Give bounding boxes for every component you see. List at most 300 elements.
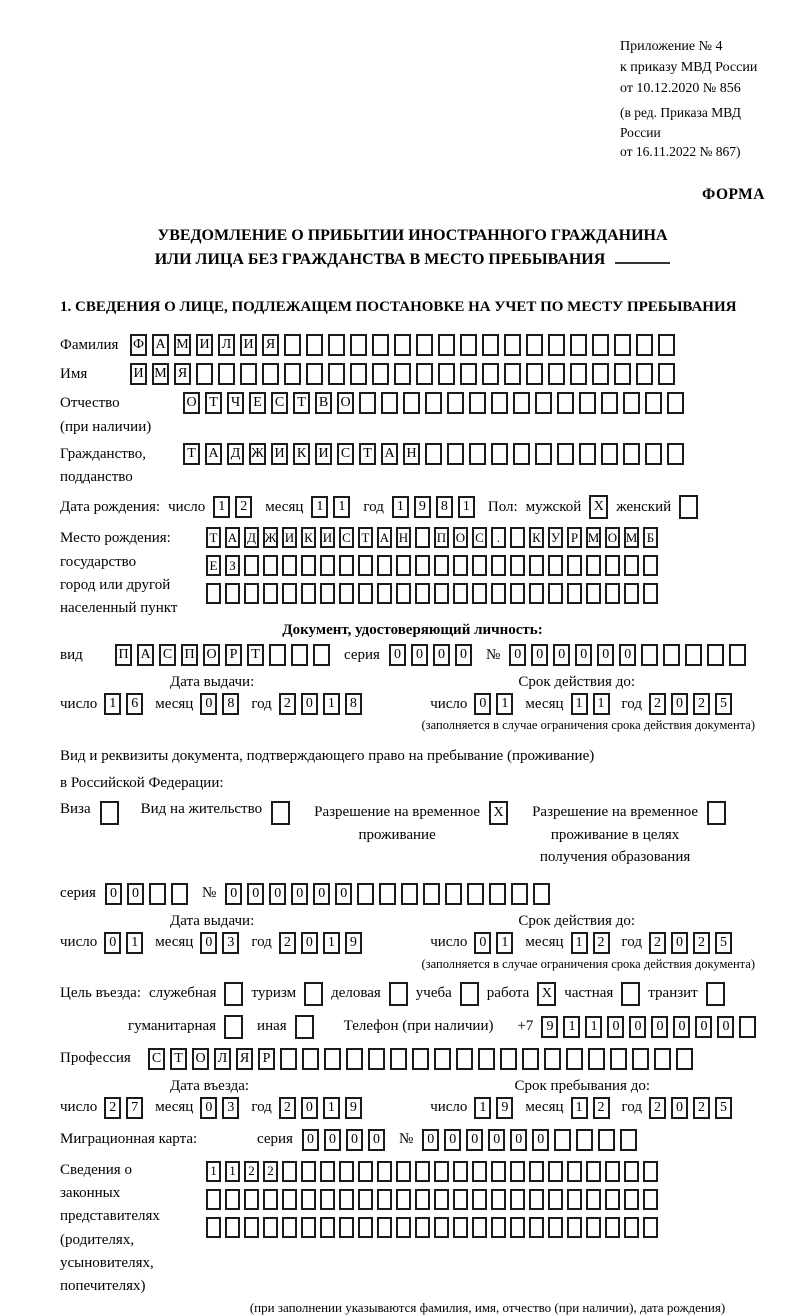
form-cell[interactable]: [396, 583, 411, 604]
form-cell[interactable]: 0: [673, 1016, 690, 1038]
form-cell[interactable]: [472, 555, 487, 576]
form-cell[interactable]: [467, 883, 484, 905]
form-cell[interactable]: [510, 1189, 525, 1210]
form-cell[interactable]: [489, 883, 506, 905]
form-cell[interactable]: [526, 334, 543, 356]
form-cell[interactable]: [636, 363, 653, 385]
form-cell[interactable]: 0: [444, 1129, 461, 1151]
form-cell[interactable]: [510, 1161, 525, 1182]
form-cell[interactable]: [510, 527, 525, 548]
form-cell[interactable]: [269, 644, 286, 666]
form-cell[interactable]: 0: [200, 693, 217, 715]
form-cell[interactable]: Р: [225, 644, 242, 666]
form-cell[interactable]: [306, 334, 323, 356]
form-cell[interactable]: [557, 443, 574, 465]
form-cell[interactable]: [280, 1048, 297, 1070]
form-cell[interactable]: [658, 334, 675, 356]
form-cell[interactable]: [641, 644, 658, 666]
form-cell[interactable]: 0: [671, 693, 688, 715]
form-cell[interactable]: [295, 1015, 314, 1039]
form-cell[interactable]: [623, 392, 640, 414]
form-cell[interactable]: [206, 1189, 221, 1210]
form-cell[interactable]: [350, 334, 367, 356]
form-cell[interactable]: [707, 801, 726, 825]
form-cell[interactable]: 0: [389, 644, 406, 666]
form-cell[interactable]: [586, 555, 601, 576]
form-cell[interactable]: [350, 363, 367, 385]
form-cell[interactable]: [284, 334, 301, 356]
form-cell[interactable]: 0: [335, 883, 352, 905]
form-cell[interactable]: [548, 1189, 563, 1210]
form-cell[interactable]: [412, 1048, 429, 1070]
form-cell[interactable]: [654, 1048, 671, 1070]
form-cell[interactable]: [513, 443, 530, 465]
form-cell[interactable]: С: [271, 392, 288, 414]
form-cell[interactable]: К: [529, 527, 544, 548]
form-cell[interactable]: Т: [170, 1048, 187, 1070]
form-cell[interactable]: [645, 392, 662, 414]
form-cell[interactable]: [576, 1129, 593, 1151]
form-cell[interactable]: [548, 363, 565, 385]
form-cell[interactable]: [491, 1217, 506, 1238]
form-cell[interactable]: [601, 392, 618, 414]
form-cell[interactable]: О: [453, 527, 468, 548]
form-cell[interactable]: [434, 1189, 449, 1210]
form-cell[interactable]: [396, 1161, 411, 1182]
form-cell[interactable]: 2: [649, 932, 666, 954]
form-cell[interactable]: 5: [715, 932, 732, 954]
form-cell[interactable]: 2: [593, 932, 610, 954]
form-cell[interactable]: [301, 1189, 316, 1210]
form-cell[interactable]: [244, 1217, 259, 1238]
form-cell[interactable]: [548, 583, 563, 604]
form-cell[interactable]: [301, 583, 316, 604]
form-cell[interactable]: Ч: [227, 392, 244, 414]
form-cell[interactable]: [567, 1189, 582, 1210]
form-cell[interactable]: [282, 555, 297, 576]
form-cell[interactable]: 5: [715, 693, 732, 715]
form-cell[interactable]: [206, 583, 221, 604]
form-cell[interactable]: 1: [323, 693, 340, 715]
form-cell[interactable]: [357, 883, 374, 905]
form-cell[interactable]: [586, 1217, 601, 1238]
form-cell[interactable]: [453, 1217, 468, 1238]
form-cell[interactable]: [605, 583, 620, 604]
form-cell[interactable]: 0: [474, 932, 491, 954]
form-cell[interactable]: [544, 1048, 561, 1070]
form-cell[interactable]: [302, 1048, 319, 1070]
form-cell[interactable]: 8: [436, 496, 453, 518]
form-cell[interactable]: 2: [235, 496, 252, 518]
form-cell[interactable]: 2: [693, 693, 710, 715]
form-cell[interactable]: [663, 644, 680, 666]
form-cell[interactable]: [472, 1189, 487, 1210]
form-cell[interactable]: [533, 883, 550, 905]
form-cell[interactable]: О: [337, 392, 354, 414]
form-cell[interactable]: Л: [214, 1048, 231, 1070]
form-cell[interactable]: [377, 555, 392, 576]
form-cell[interactable]: 2: [279, 693, 296, 715]
form-cell[interactable]: О: [203, 644, 220, 666]
form-cell[interactable]: Т: [359, 443, 376, 465]
form-cell[interactable]: 0: [532, 1129, 549, 1151]
form-cell[interactable]: [588, 1048, 605, 1070]
form-cell[interactable]: [415, 527, 430, 548]
form-cell[interactable]: 0: [651, 1016, 668, 1038]
form-cell[interactable]: [453, 1189, 468, 1210]
form-cell[interactable]: [643, 1217, 658, 1238]
form-cell[interactable]: [586, 1189, 601, 1210]
form-cell[interactable]: [453, 1161, 468, 1182]
form-cell[interactable]: [529, 1161, 544, 1182]
form-cell[interactable]: [610, 1048, 627, 1070]
form-cell[interactable]: 1: [323, 932, 340, 954]
form-cell[interactable]: [379, 883, 396, 905]
form-cell[interactable]: [301, 555, 316, 576]
form-cell[interactable]: [598, 1129, 615, 1151]
form-cell[interactable]: 1: [104, 693, 121, 715]
form-cell[interactable]: [358, 1189, 373, 1210]
form-cell[interactable]: [339, 1161, 354, 1182]
form-cell[interactable]: [605, 1161, 620, 1182]
form-cell[interactable]: [224, 982, 243, 1006]
form-cell[interactable]: [313, 644, 330, 666]
form-cell[interactable]: 0: [302, 1129, 319, 1151]
form-cell[interactable]: [472, 1217, 487, 1238]
form-cell[interactable]: А: [225, 527, 240, 548]
form-cell[interactable]: [377, 1217, 392, 1238]
form-cell[interactable]: 2: [693, 1097, 710, 1119]
form-cell[interactable]: [171, 883, 188, 905]
form-cell[interactable]: 9: [414, 496, 431, 518]
form-cell[interactable]: У: [548, 527, 563, 548]
form-cell[interactable]: [453, 555, 468, 576]
form-cell[interactable]: К: [301, 527, 316, 548]
form-cell[interactable]: С: [159, 644, 176, 666]
form-cell[interactable]: С: [339, 527, 354, 548]
form-cell[interactable]: [645, 443, 662, 465]
form-cell[interactable]: Ж: [263, 527, 278, 548]
form-cell[interactable]: [567, 555, 582, 576]
form-cell[interactable]: [456, 1048, 473, 1070]
form-cell[interactable]: [624, 1161, 639, 1182]
form-cell[interactable]: Р: [258, 1048, 275, 1070]
form-cell[interactable]: [358, 1217, 373, 1238]
form-cell[interactable]: [434, 1048, 451, 1070]
form-cell[interactable]: [643, 583, 658, 604]
form-cell[interactable]: [614, 334, 631, 356]
form-cell[interactable]: [529, 583, 544, 604]
form-cell[interactable]: 2: [263, 1161, 278, 1182]
form-cell[interactable]: .: [491, 527, 506, 548]
form-cell[interactable]: И: [196, 334, 213, 356]
form-cell[interactable]: [320, 1217, 335, 1238]
form-cell[interactable]: Б: [643, 527, 658, 548]
form-cell[interactable]: 2: [244, 1161, 259, 1182]
form-cell[interactable]: 2: [649, 1097, 666, 1119]
form-cell[interactable]: [218, 363, 235, 385]
form-cell[interactable]: [224, 1015, 243, 1039]
form-cell[interactable]: О: [605, 527, 620, 548]
form-cell[interactable]: [526, 363, 543, 385]
form-cell[interactable]: [460, 363, 477, 385]
form-cell[interactable]: [244, 555, 259, 576]
form-cell[interactable]: [206, 1217, 221, 1238]
form-cell[interactable]: [244, 1189, 259, 1210]
form-cell[interactable]: [643, 1161, 658, 1182]
form-cell[interactable]: [381, 392, 398, 414]
form-cell[interactable]: К: [293, 443, 310, 465]
form-cell[interactable]: М: [152, 363, 169, 385]
form-cell[interactable]: И: [320, 527, 335, 548]
form-cell[interactable]: 1: [496, 693, 513, 715]
form-cell[interactable]: [328, 334, 345, 356]
form-cell[interactable]: [394, 334, 411, 356]
form-cell[interactable]: [586, 583, 601, 604]
form-cell[interactable]: 0: [291, 883, 308, 905]
form-cell[interactable]: 0: [104, 932, 121, 954]
form-cell[interactable]: 2: [593, 1097, 610, 1119]
form-cell[interactable]: З: [225, 555, 240, 576]
form-cell[interactable]: О: [183, 392, 200, 414]
form-cell[interactable]: [415, 1189, 430, 1210]
form-cell[interactable]: [510, 555, 525, 576]
form-cell[interactable]: [510, 583, 525, 604]
form-cell[interactable]: [301, 1217, 316, 1238]
form-cell[interactable]: М: [174, 334, 191, 356]
form-cell[interactable]: А: [137, 644, 154, 666]
form-cell[interactable]: [579, 392, 596, 414]
form-cell[interactable]: [284, 363, 301, 385]
form-cell[interactable]: И: [282, 527, 297, 548]
form-cell[interactable]: [567, 583, 582, 604]
form-cell[interactable]: [491, 583, 506, 604]
form-cell[interactable]: Я: [262, 334, 279, 356]
form-cell[interactable]: О: [192, 1048, 209, 1070]
form-cell[interactable]: 2: [693, 932, 710, 954]
form-cell[interactable]: [415, 583, 430, 604]
form-cell[interactable]: [707, 644, 724, 666]
form-cell[interactable]: [415, 1161, 430, 1182]
form-cell[interactable]: Н: [403, 443, 420, 465]
form-cell[interactable]: 1: [225, 1161, 240, 1182]
form-cell[interactable]: [482, 363, 499, 385]
form-cell[interactable]: 2: [279, 1097, 296, 1119]
form-cell[interactable]: [460, 334, 477, 356]
form-cell[interactable]: 0: [510, 1129, 527, 1151]
form-cell[interactable]: [282, 1217, 297, 1238]
form-cell[interactable]: [396, 1189, 411, 1210]
form-cell[interactable]: 6: [126, 693, 143, 715]
form-cell[interactable]: [434, 1161, 449, 1182]
form-cell[interactable]: [624, 555, 639, 576]
form-cell[interactable]: 1: [458, 496, 475, 518]
form-cell[interactable]: 0: [247, 883, 264, 905]
form-cell[interactable]: [529, 555, 544, 576]
form-cell[interactable]: [643, 1189, 658, 1210]
form-cell[interactable]: [320, 555, 335, 576]
form-cell[interactable]: [472, 583, 487, 604]
form-cell[interactable]: [149, 883, 166, 905]
form-cell[interactable]: [570, 334, 587, 356]
form-cell[interactable]: [100, 801, 119, 825]
form-cell[interactable]: 0: [422, 1129, 439, 1151]
form-cell[interactable]: 0: [225, 883, 242, 905]
form-cell[interactable]: [548, 1217, 563, 1238]
form-cell[interactable]: [358, 583, 373, 604]
form-cell[interactable]: 9: [541, 1016, 558, 1038]
form-cell[interactable]: 0: [597, 644, 614, 666]
form-cell[interactable]: А: [381, 443, 398, 465]
form-cell[interactable]: 0: [671, 1097, 688, 1119]
form-cell[interactable]: [453, 583, 468, 604]
form-cell[interactable]: 1: [563, 1016, 580, 1038]
form-cell[interactable]: 9: [345, 932, 362, 954]
form-cell[interactable]: [679, 495, 698, 519]
form-cell[interactable]: 1: [571, 1097, 588, 1119]
form-cell[interactable]: [535, 443, 552, 465]
form-cell[interactable]: X: [537, 982, 556, 1006]
form-cell[interactable]: И: [130, 363, 147, 385]
form-cell[interactable]: [282, 1161, 297, 1182]
form-cell[interactable]: М: [624, 527, 639, 548]
form-cell[interactable]: [548, 334, 565, 356]
form-cell[interactable]: Р: [567, 527, 582, 548]
form-cell[interactable]: Л: [218, 334, 235, 356]
form-cell[interactable]: 0: [346, 1129, 363, 1151]
form-cell[interactable]: 0: [105, 883, 122, 905]
form-cell[interactable]: 0: [324, 1129, 341, 1151]
form-cell[interactable]: [529, 1217, 544, 1238]
form-cell[interactable]: X: [489, 801, 508, 825]
form-cell[interactable]: [658, 363, 675, 385]
form-cell[interactable]: [225, 583, 240, 604]
form-cell[interactable]: [339, 555, 354, 576]
form-cell[interactable]: [614, 363, 631, 385]
form-cell[interactable]: П: [434, 527, 449, 548]
form-cell[interactable]: 0: [368, 1129, 385, 1151]
form-cell[interactable]: [621, 982, 640, 1006]
form-cell[interactable]: [416, 363, 433, 385]
form-cell[interactable]: 0: [509, 644, 526, 666]
form-cell[interactable]: [491, 1189, 506, 1210]
form-cell[interactable]: 1: [323, 1097, 340, 1119]
form-cell[interactable]: А: [377, 527, 392, 548]
form-cell[interactable]: Т: [183, 443, 200, 465]
form-cell[interactable]: Т: [247, 644, 264, 666]
form-cell[interactable]: И: [240, 334, 257, 356]
form-cell[interactable]: Я: [236, 1048, 253, 1070]
form-cell[interactable]: [729, 644, 746, 666]
form-cell[interactable]: Д: [244, 527, 259, 548]
form-cell[interactable]: 8: [345, 693, 362, 715]
form-cell[interactable]: [513, 392, 530, 414]
form-cell[interactable]: 9: [496, 1097, 513, 1119]
form-cell[interactable]: 1: [571, 932, 588, 954]
form-cell[interactable]: Я: [174, 363, 191, 385]
form-cell[interactable]: [522, 1048, 539, 1070]
form-cell[interactable]: 9: [345, 1097, 362, 1119]
form-cell[interactable]: [491, 443, 508, 465]
form-cell[interactable]: [624, 1217, 639, 1238]
form-cell[interactable]: [491, 555, 506, 576]
form-cell[interactable]: [282, 583, 297, 604]
form-cell[interactable]: [401, 883, 418, 905]
form-cell[interactable]: А: [205, 443, 222, 465]
form-cell[interactable]: [667, 392, 684, 414]
form-cell[interactable]: 0: [200, 932, 217, 954]
form-cell[interactable]: 2: [279, 932, 296, 954]
form-cell[interactable]: 1: [496, 932, 513, 954]
form-cell[interactable]: [306, 363, 323, 385]
form-cell[interactable]: [324, 1048, 341, 1070]
form-cell[interactable]: 1: [392, 496, 409, 518]
form-cell[interactable]: [320, 1161, 335, 1182]
form-cell[interactable]: [586, 1161, 601, 1182]
form-cell[interactable]: Т: [293, 392, 310, 414]
form-cell[interactable]: [396, 555, 411, 576]
form-cell[interactable]: И: [315, 443, 332, 465]
form-cell[interactable]: [372, 334, 389, 356]
form-cell[interactable]: 0: [301, 932, 318, 954]
form-cell[interactable]: [548, 555, 563, 576]
form-cell[interactable]: В: [315, 392, 332, 414]
form-cell[interactable]: [328, 363, 345, 385]
form-cell[interactable]: 1: [474, 1097, 491, 1119]
form-cell[interactable]: [478, 1048, 495, 1070]
form-cell[interactable]: [685, 644, 702, 666]
form-cell[interactable]: [339, 583, 354, 604]
form-cell[interactable]: 0: [301, 1097, 318, 1119]
form-cell[interactable]: [196, 363, 213, 385]
form-cell[interactable]: [320, 583, 335, 604]
form-cell[interactable]: [372, 363, 389, 385]
form-cell[interactable]: [510, 1217, 525, 1238]
form-cell[interactable]: Н: [396, 527, 411, 548]
form-cell[interactable]: Ф: [130, 334, 147, 356]
form-cell[interactable]: X: [589, 495, 608, 519]
form-cell[interactable]: С: [337, 443, 354, 465]
form-cell[interactable]: [425, 443, 442, 465]
form-cell[interactable]: 0: [717, 1016, 734, 1038]
form-cell[interactable]: 0: [466, 1129, 483, 1151]
form-cell[interactable]: [445, 883, 462, 905]
form-cell[interactable]: [225, 1217, 240, 1238]
form-cell[interactable]: 2: [104, 1097, 121, 1119]
form-cell[interactable]: [557, 392, 574, 414]
form-cell[interactable]: С: [148, 1048, 165, 1070]
form-cell[interactable]: [548, 1161, 563, 1182]
form-cell[interactable]: П: [115, 644, 132, 666]
form-cell[interactable]: 1: [206, 1161, 221, 1182]
form-cell[interactable]: [263, 1217, 278, 1238]
form-cell[interactable]: [423, 883, 440, 905]
form-cell[interactable]: [676, 1048, 693, 1070]
form-cell[interactable]: [282, 1189, 297, 1210]
form-cell[interactable]: [601, 443, 618, 465]
form-cell[interactable]: [447, 443, 464, 465]
form-cell[interactable]: 0: [433, 644, 450, 666]
form-cell[interactable]: 1: [593, 693, 610, 715]
form-cell[interactable]: [415, 555, 430, 576]
form-cell[interactable]: [706, 982, 725, 1006]
form-cell[interactable]: 0: [695, 1016, 712, 1038]
form-cell[interactable]: 0: [127, 883, 144, 905]
form-cell[interactable]: 0: [301, 693, 318, 715]
form-cell[interactable]: 0: [671, 932, 688, 954]
form-cell[interactable]: Д: [227, 443, 244, 465]
form-cell[interactable]: 8: [222, 693, 239, 715]
